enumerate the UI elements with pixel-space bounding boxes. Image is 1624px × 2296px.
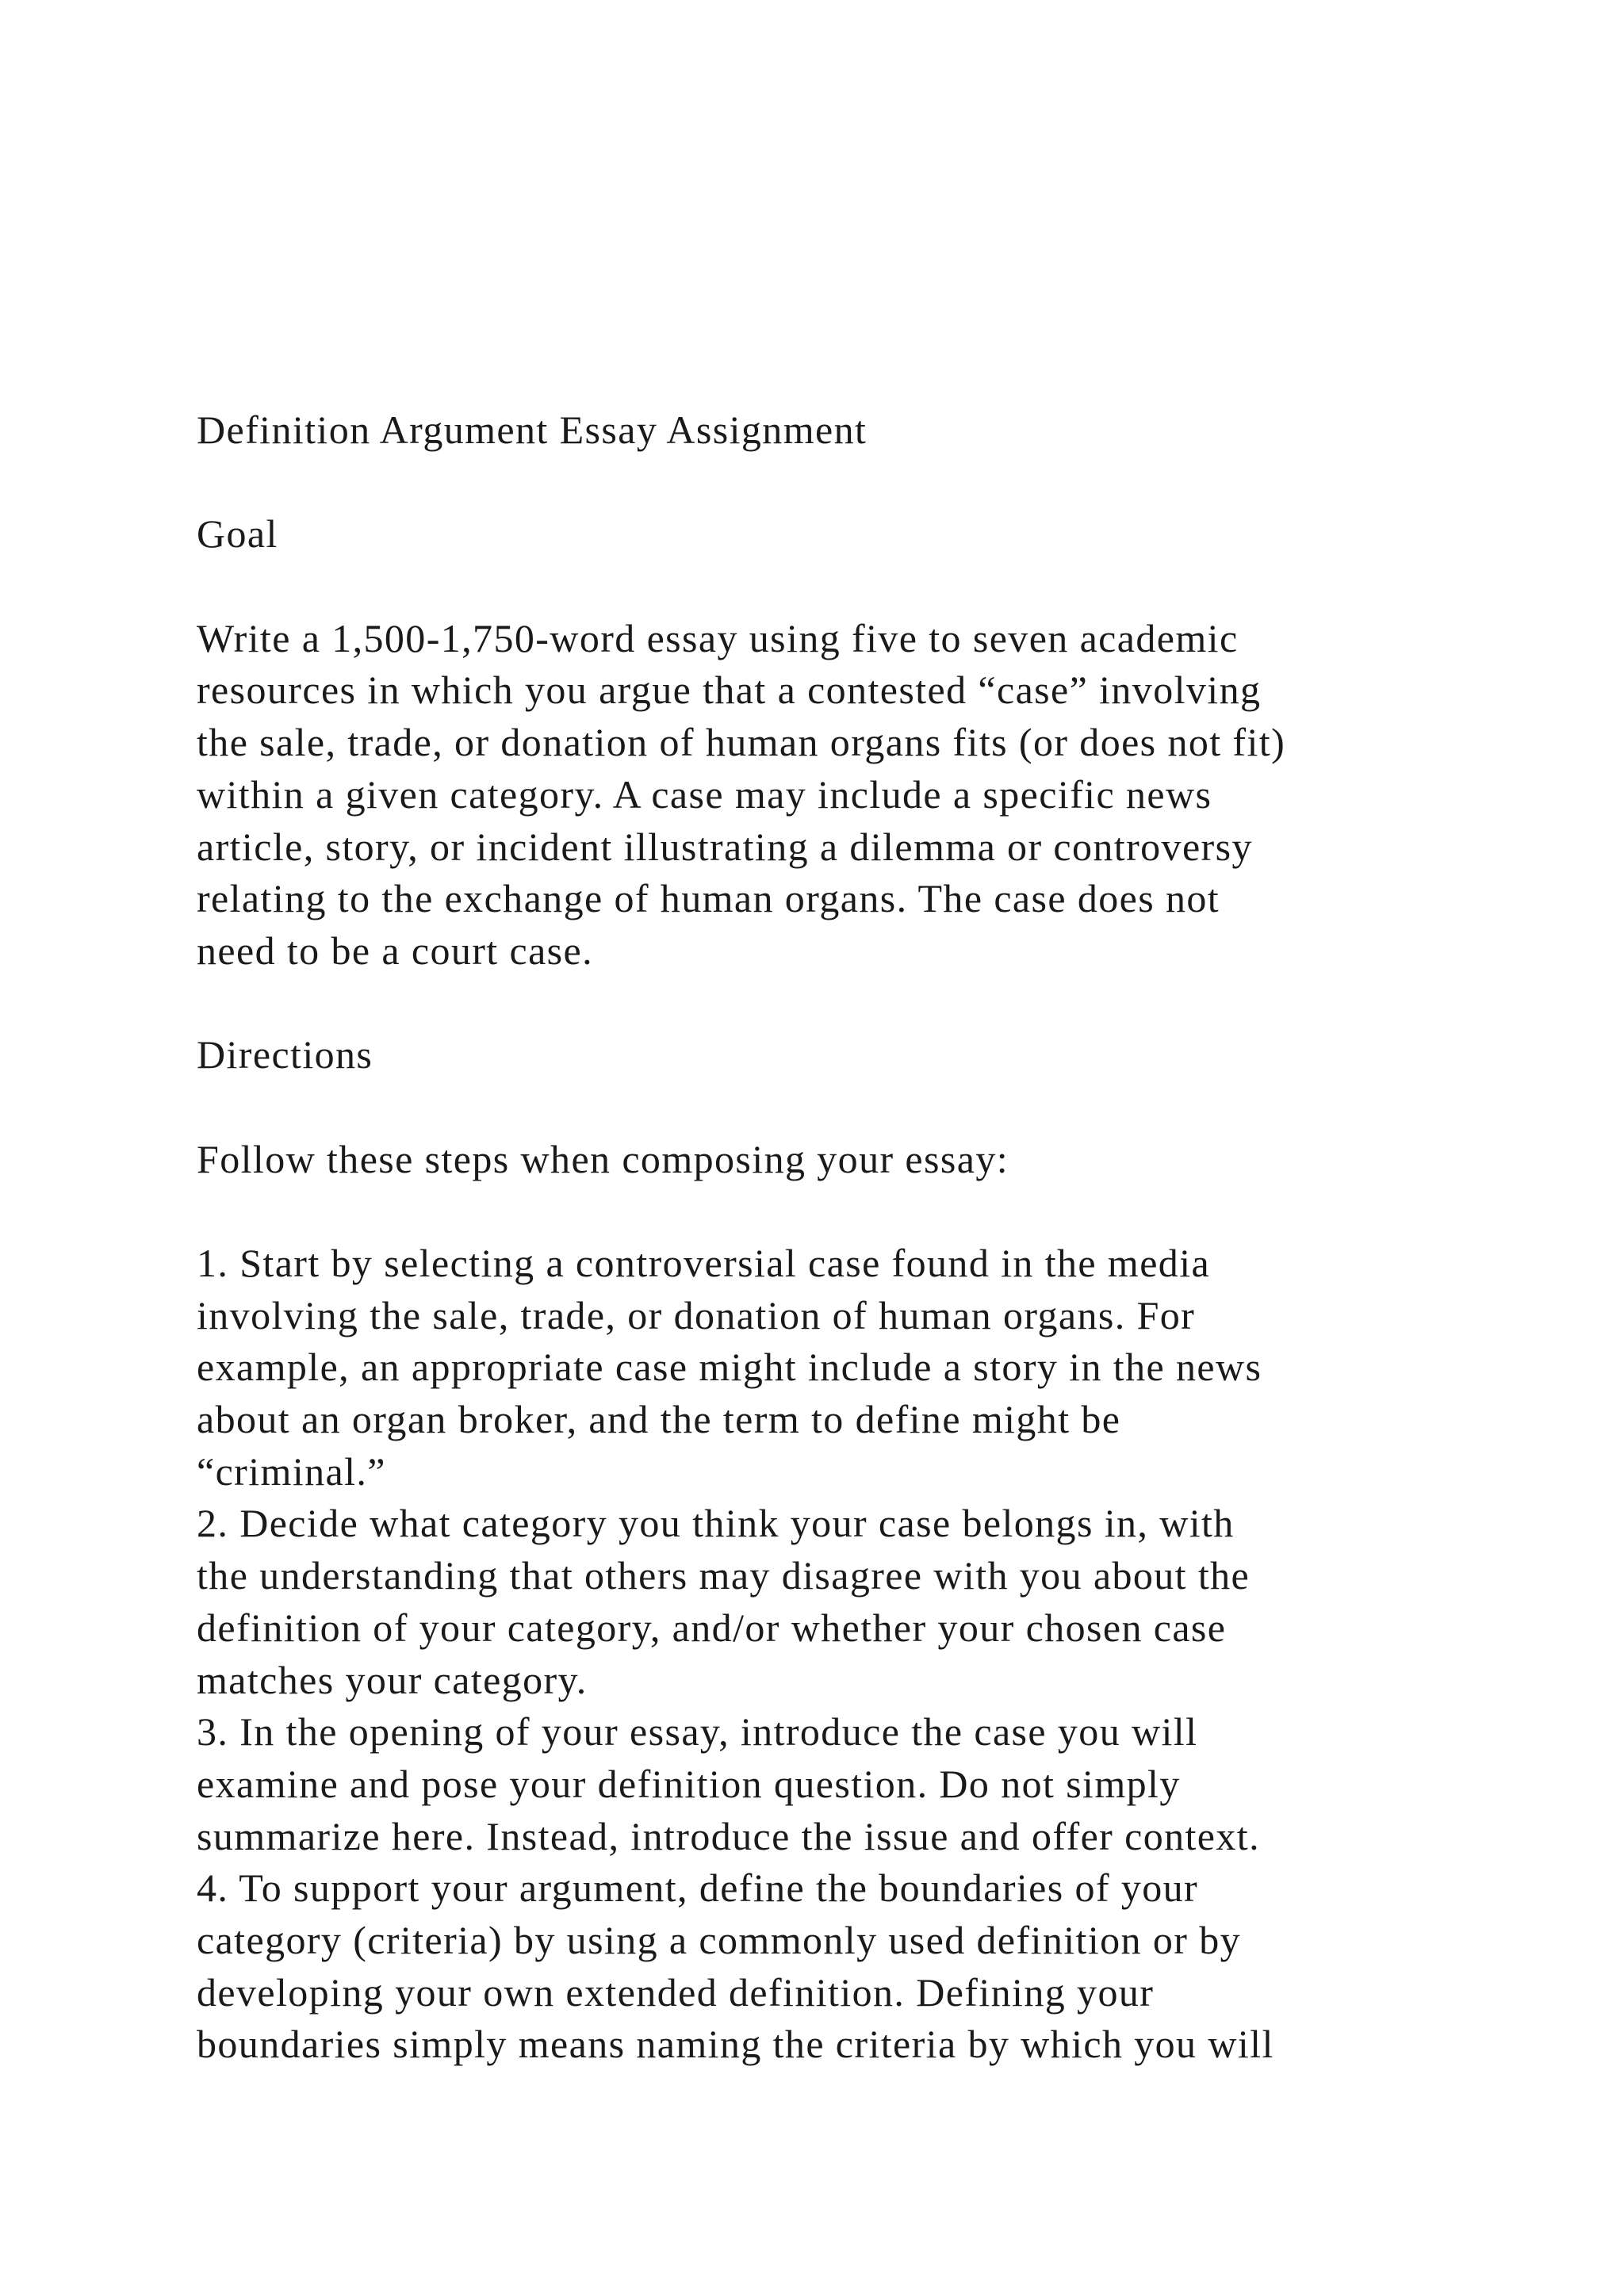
step-line: 1. Start by selecting a controversial case found in the media xyxy=(197,1241,1211,1285)
goal-heading: Goal xyxy=(197,511,278,557)
blank-line xyxy=(197,978,1592,1030)
directions-intro: Follow these steps when composing your essay: xyxy=(197,1136,1009,1181)
blank-line xyxy=(197,1081,1592,1134)
step-line: 3. In the opening of your essay, introduce the case you will xyxy=(197,1709,1198,1755)
directions-heading: Directions xyxy=(197,1032,373,1077)
step-line: matches your category. xyxy=(197,1657,588,1702)
step-line: summarize here. Instead, introduce the issue and offer context. xyxy=(197,1813,1260,1858)
goal-line: resources in which you argue that a contested “case” involving xyxy=(197,668,1262,713)
step-line: example, an appropriate case might include a story in the news xyxy=(197,1345,1262,1390)
goal-paragraph xyxy=(197,613,1592,978)
blank-line xyxy=(197,1185,1592,1238)
step-line: the understanding that others may disagree with you about the xyxy=(197,1553,1251,1598)
goal-line: need to be a court case. xyxy=(197,928,594,973)
step-line: “criminal.” xyxy=(197,1448,386,1494)
step-line: examine and pose your definition question. Do not simply xyxy=(197,1761,1181,1806)
step-line: developing your own extended definition. Defining your xyxy=(197,1969,1155,2015)
blank-line xyxy=(197,457,1592,509)
step-line: 2. Decide what category you think your case belongs in, with xyxy=(197,1501,1235,1546)
steps-list xyxy=(197,1238,1592,2071)
goal-line: article, story, or incident illustrating a dilemma or controversy xyxy=(197,824,1253,869)
goal-line: relating to the exchange of human organs. The case does not xyxy=(197,876,1220,921)
step-line: boundaries simply means naming the criteria by which you will xyxy=(197,2022,1274,2067)
goal-line: the sale, trade, or donation of human organs fits (or does not fit) xyxy=(197,720,1286,765)
step-line: about an organ broker, and the term to define might be xyxy=(197,1397,1121,1442)
document-title: Definition Argument Essay Assignment xyxy=(197,408,868,452)
step-line: 4. To support your argument, define the boundaries of your xyxy=(197,1866,1199,1911)
blank-line xyxy=(197,561,1592,613)
document-body xyxy=(197,404,1592,2071)
step-line: involving the sale, trade, or donation of human organs. For xyxy=(197,1292,1196,1337)
goal-line: Write a 1,500-1,750-word essay using five to seven academic xyxy=(197,615,1239,660)
step-line: category (criteria) by using a commonly used definition or by xyxy=(197,1917,1241,1962)
goal-line: within a given category. A case may include a specific news xyxy=(197,771,1212,817)
step-line: definition of your category, and/or whether your chosen case xyxy=(197,1605,1227,1650)
